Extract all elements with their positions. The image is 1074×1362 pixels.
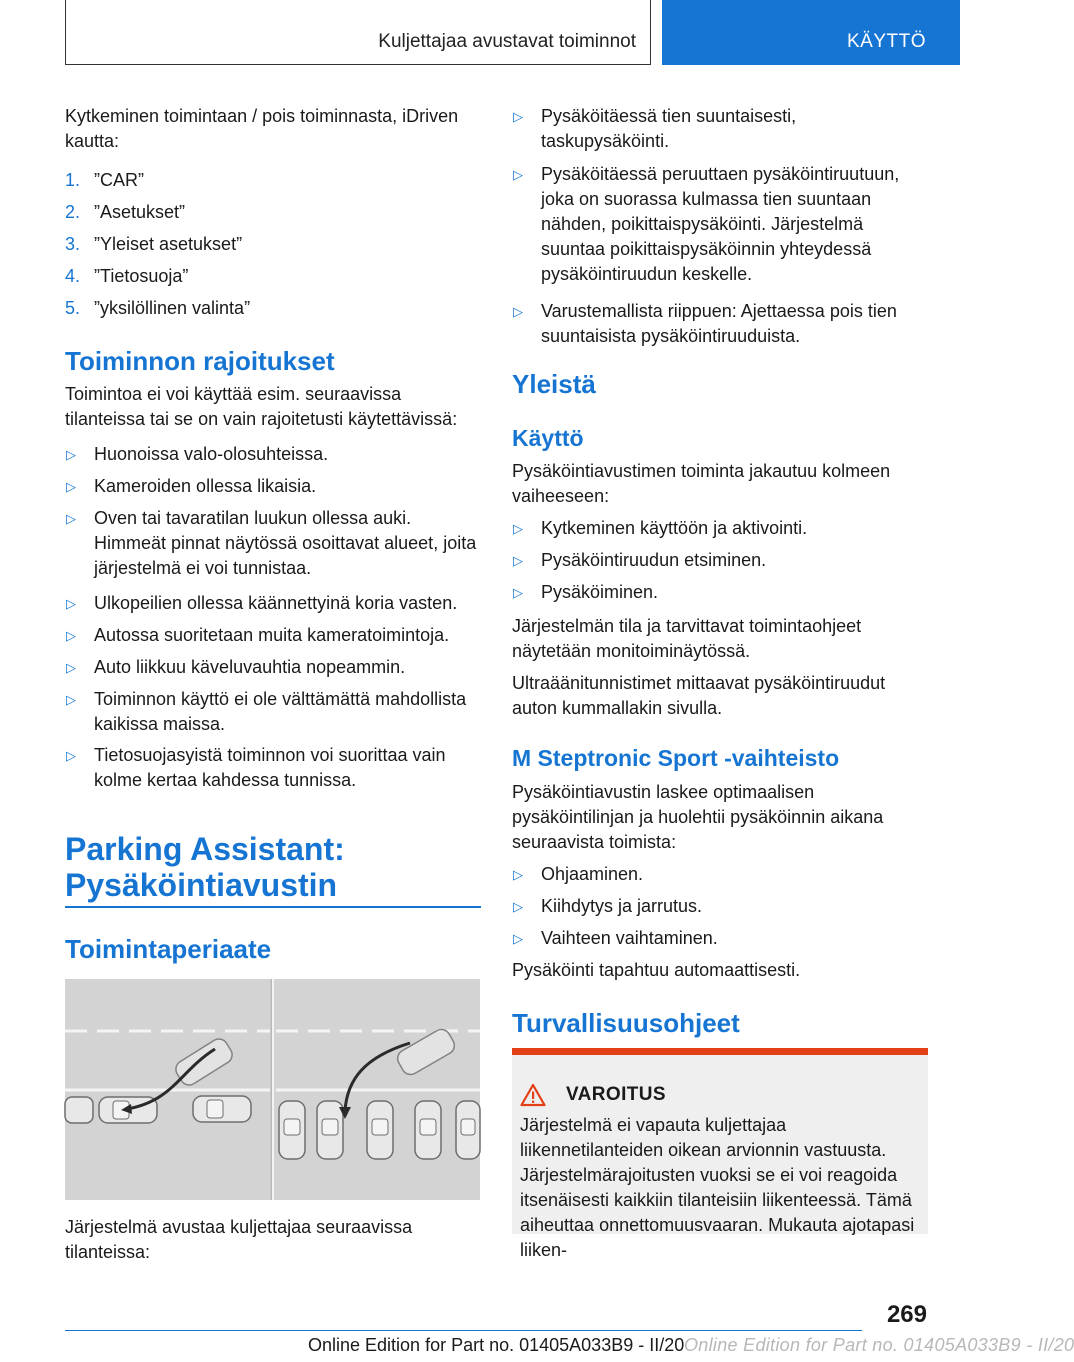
- list-item: ▷ Ulkopeilien ollessa käännettyinä koria vasten.: [65, 591, 481, 623]
- triangle-bullet-icon: ▷: [513, 585, 523, 600]
- parking-illustration: [65, 979, 480, 1200]
- triangle-bullet-icon: ▷: [66, 628, 76, 643]
- header-title: Kuljettajaa avustavat toiminnot: [378, 31, 636, 52]
- parking-scene-image: [65, 979, 480, 1200]
- triangle-bullet-icon: ▷: [513, 304, 523, 319]
- warning-box: [512, 1048, 928, 1260]
- steptronic-intro: Pysäköintiavustin laskee optimaalisen pysäköintilinjan ja huolehtii pysäköinnin aikana seuraavista toimista:: [512, 782, 884, 852]
- header-section-tab: [662, 0, 960, 65]
- list-item: 5. ”yksilöllinen valinta”: [65, 298, 251, 318]
- triangle-bullet-icon: ▷: [66, 479, 76, 494]
- section-heading-principle: Toimintaperiaate: [65, 934, 272, 964]
- list-item: ▷ Toiminnon käyttö ei ole välttämättä mahdollista kaikissa maissa.: [66, 689, 467, 734]
- steptronic-after: Pysäköinti tapahtuu automaattisesti.: [512, 960, 801, 980]
- list-item: ▷ Kameroiden ollessa likaisia.: [65, 474, 481, 506]
- list-item: ▷ Vaihteen vaihtaminen.: [512, 926, 928, 958]
- warning-text: Järjestelmä ei vapauta kuljettajaa liikennetilanteiden oikean arvionnin vastuusta. Järjestelmärajoitusten vuoksi se ei voi reagoida itsenäisesti kaikkiin tilanteisiin liikenteessä. Tämä aiheuttaa onnettomuusvaaran. Mukauta ajotapasi liiken-: [520, 1115, 915, 1260]
- header-section-label: KÄYTTÖ: [846, 31, 926, 52]
- warning-title: VAROITUS: [566, 1084, 666, 1105]
- triangle-bullet-icon: ▷: [513, 867, 523, 882]
- list-item: 1. ”CAR”: [65, 170, 144, 190]
- list-item: 4. ”Tietosuoja”: [65, 266, 189, 286]
- footer-edition: Online Edition for Part no. 01405A033B9 - II/20: [308, 1335, 685, 1355]
- list-item: ▷ Tietosuojasyistä toiminnon voi suorittaa vain kolme kertaa kahdessa tunnissa.: [66, 745, 446, 790]
- section-heading-general: Yleistä: [512, 369, 596, 399]
- limits-intro: Toimintoa ei voi käyttää esim. seuraavissa tilanteissa tai se on vain rajoitetusti käytettävissä:: [65, 384, 458, 429]
- intro-text: Kytkeminen toimintaan / pois toiminnasta, iDriven kautta:: [65, 106, 459, 151]
- triangle-bullet-icon: ▷: [66, 660, 76, 675]
- subheading-usage: Käyttö: [512, 425, 584, 451]
- steps-list: [65, 168, 481, 328]
- header-box: [65, 0, 651, 65]
- triangle-bullet-icon: ▷: [66, 511, 76, 526]
- list-item: ▷ Ohjaaminen.: [512, 862, 928, 894]
- triangle-bullet-icon: ▷: [66, 447, 76, 462]
- limits-list: [65, 442, 481, 799]
- usage-paragraph-1: Järjestelmän tila ja tarvittavat toimintaohjeet näytetään monitoiminäytössä.: [512, 616, 862, 661]
- list-item: ▷ Kiihdytys ja jarrutus.: [512, 894, 928, 926]
- list-item: 2. ”Asetukset”: [65, 202, 186, 222]
- page-number: 269: [886, 1301, 927, 1328]
- chapter-rule: [65, 906, 481, 908]
- triangle-bullet-icon: ▷: [513, 553, 523, 568]
- triangle-bullet-icon: ▷: [513, 899, 523, 914]
- list-item: ▷ Huonoissa valo-olosuhteissa.: [65, 442, 481, 474]
- section-heading-safety: Turvallisuusohjeet: [512, 1008, 740, 1038]
- section-heading-limits: Toiminnon rajoitukset: [65, 346, 335, 376]
- list-item: ▷ Pysäköitäessä peruuttaen pysäköintiruutuun, joka on suorassa kulmassa tien suuntaan nähden, poikittaispysäköinti. Järjestelmä suuntaa poikittaispysäköinnin yhteydessä pysäköintiruudun keskelle.: [513, 164, 900, 284]
- triangle-bullet-icon: ▷: [66, 748, 76, 763]
- steptronic-list: [512, 862, 928, 958]
- triangle-bullet-icon: ▷: [66, 692, 76, 707]
- footer-watermark: Online Edition for Part no. 01405A033B9 - II/20: [684, 1335, 1074, 1355]
- list-item: ▷ Pysäköitäessä tien suuntaisesti, taskupysäköinti.: [513, 106, 797, 151]
- warning-triangle-icon: [520, 1083, 546, 1107]
- parking-types-list: [512, 104, 928, 357]
- usage-list: [512, 516, 928, 612]
- triangle-bullet-icon: ▷: [66, 596, 76, 611]
- chapter-title-line-2: Pysäköintiavustin: [65, 867, 338, 903]
- list-item: 3. ”Yleiset asetukset”: [65, 234, 243, 254]
- triangle-bullet-icon: ▷: [513, 931, 523, 946]
- list-item: ▷ Autossa suoritetaan muita kameratoimintoja.: [65, 623, 481, 655]
- list-item: ▷ Pysäköintiruudun etsiminen.: [512, 548, 928, 580]
- list-item: ▷ Oven tai tavaratilan luukun ollessa auki. Himmeät pinnat näytössä osoittavat alueet, joita järjestelmä ei voi tunnistaa.: [66, 508, 477, 578]
- list-item: ▷ Auto liikkuu käveluvauhtia nopeammin.: [65, 655, 481, 687]
- triangle-bullet-icon: ▷: [513, 109, 523, 124]
- triangle-bullet-icon: ▷: [513, 167, 523, 182]
- list-item: ▷ Kytkeminen käyttöön ja aktivointi.: [512, 516, 928, 548]
- triangle-bullet-icon: ▷: [513, 521, 523, 536]
- usage-paragraph-2: Ultraäänitunnistimet mittaavat pysäköintiruudut auton kummallakin sivulla.: [512, 673, 886, 718]
- list-item: ▷ Pysäköiminen.: [512, 580, 928, 612]
- subheading-steptronic: M Steptronic Sport -vaihteisto: [512, 745, 840, 771]
- usage-intro: Pysäköintiavustimen toiminta jakautuu kolmeen vaiheeseen:: [512, 461, 891, 506]
- footer-rule: [65, 1330, 862, 1331]
- illustration-caption: Järjestelmä avustaa kuljettajaa seuraavissa tilanteissa:: [65, 1217, 413, 1262]
- chapter-title-line-1: Parking Assistant:: [65, 831, 345, 867]
- list-item: ▷ Varustemallista riippuen: Ajettaessa pois tien suuntaisista pysäköintiruuduista.: [513, 301, 897, 346]
